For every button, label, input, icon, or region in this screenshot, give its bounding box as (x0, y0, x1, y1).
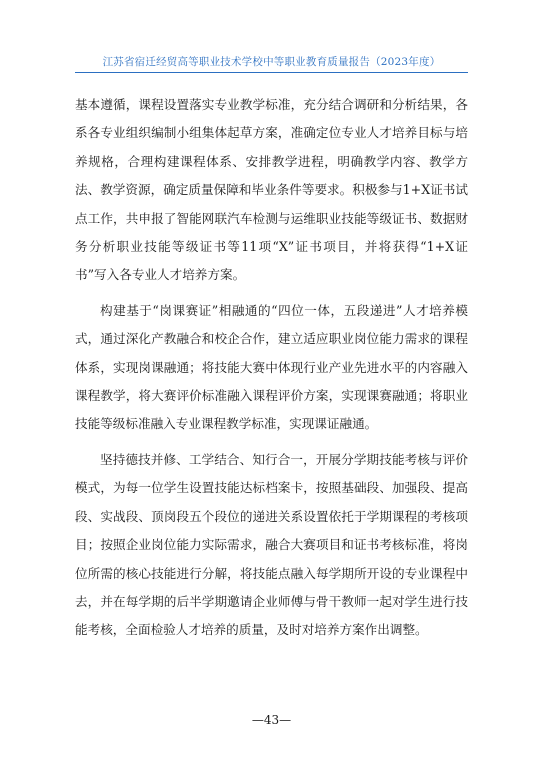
paragraph-continued: 基本遵循，课程设置落实专业教学标准，充分结合调研和分析结果，各系各专业组织编制小组集体起草方案，准确定位专业人才培养目标与培养规格，合理构建课程体系、安排教学进程，明确教学内容、教学方法、教学资源，确定质量保障和毕业条件等要求。积极参与1+X证书试点工作，共申报了智能网联汽车检测与运维职业技能等级证书、数据财务分析职业技能等级证书等11项“X”证书项目，并将获得“1+X证书”写入各专业人才培养方案。 (75, 97, 468, 283)
paragraph-training-model: 构建基于“岗课赛证”相融通的“四位一体，五段递进”人才培养模式，通过深化产教融合和校企合作，建立适应职业岗位能力需求的课程体系，实现岗课融通；将技能大赛中体现行业产业先进水平的内容融入课程教学，将大赛评价标准融入课程评价方案，实现课赛融通；将职业技能等级标准融入专业课程教学标准，实现课证融通。 (75, 302, 468, 432)
page-number: —43— (251, 713, 292, 727)
paragraph-skill-assessment: 坚持德技并修、工学结合、知行合一，开展分学期技能考核与评价模式，为每一位学生设置技能达标档案卡，按照基础段、加强段、提高段、实战段、顶岗段五个段位的递进关系设置依托于学期课程的考核项目；按照企业岗位能力实际需求，融合大赛项目和证书考核标准，将岗位所需的核心技能进行分解，将技能点融入每学期所开设的专业课程中去，并在每学期的后半学期邀请企业师傅与骨干教师一起对学生进行技能考核，全面检验人才培养的质量，及时对培养方案作出调整。 (75, 451, 468, 638)
header-divider (75, 72, 468, 73)
running-header: 江苏省宿迁经贸高等职业技术学校中等职业教育质量报告（2023年度） (102, 56, 441, 68)
body-text (75, 91, 468, 652)
